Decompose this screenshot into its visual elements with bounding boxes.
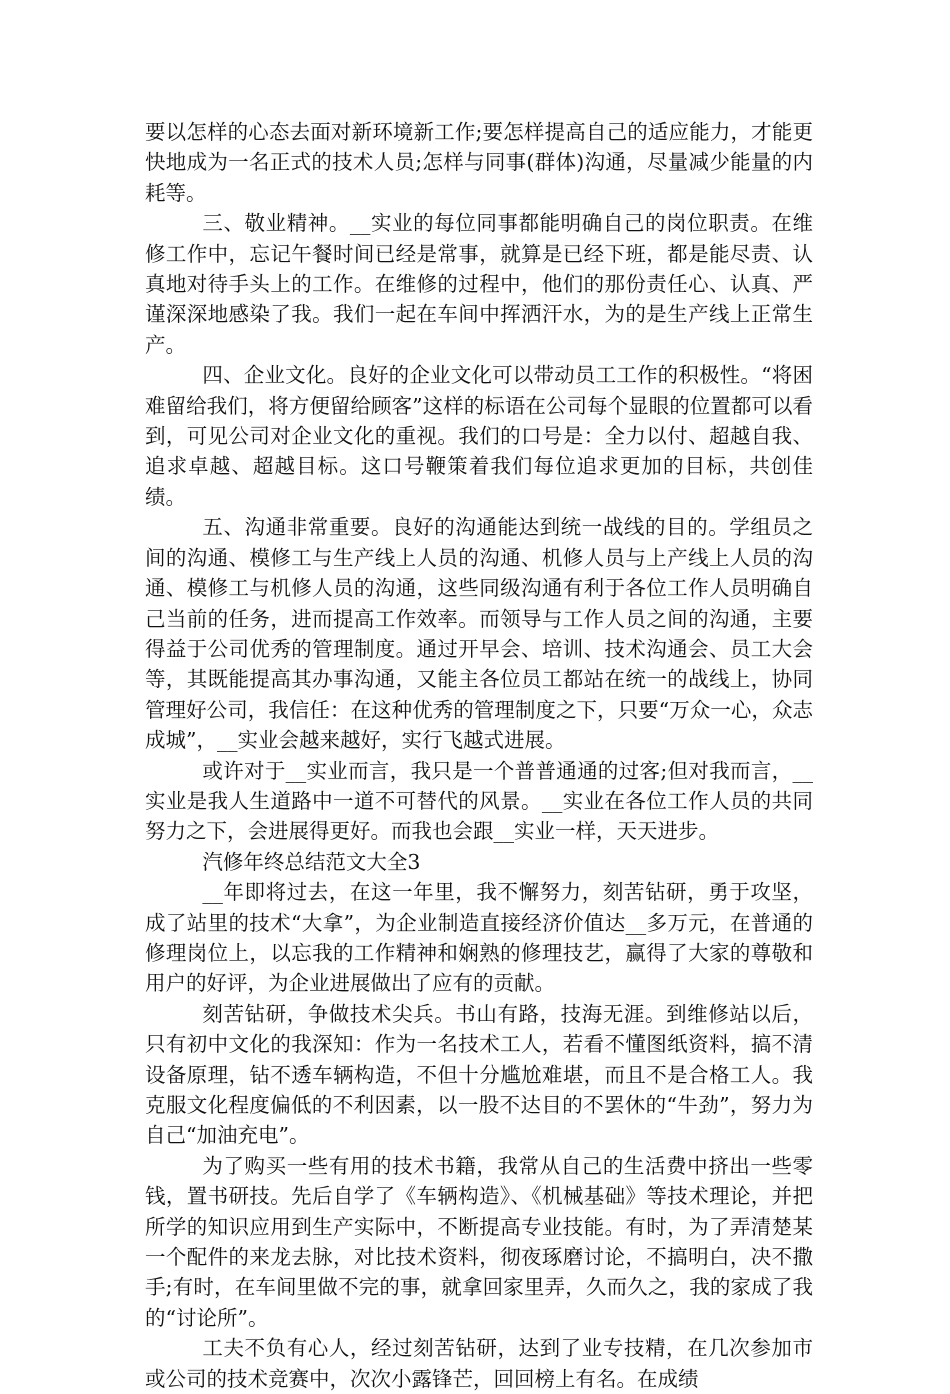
paragraph-achievement: 工夫不负有心人，经过刻苦钻研，达到了业专技精，在几次参加市或公司的技术竞赛中，次次小露锋芒，回回榜上有名。在成绩 [145,1336,813,1391]
paragraph-closing: 或许对于__实业而言，我只是一个普普通通的过客;但对我而言，__实业是我人生道路中一道不可替代的风景。__实业在各位工作人员的共同努力之下，会进展得更好。而我也会跟__实业一样，天天进步。 [145,758,813,844]
section-heading: 汽修年终总结范文大全3 [202,849,421,874]
paragraph-corporate-culture: 四、企业文化。良好的企业文化可以带动员工工作的积极性。“将困难留给我们，将方便留给顾客”这样的标语在公司每个显眼的位置都可以看到，可见公司对企业文化的重视。我们的口号是：全力以付、超越自我、追求卓越、超越目标。这口号鞭策着我们每位追求更加的目标，共创佳绩。 [145,363,813,509]
paragraph-professional-spirit: 三、敬业精神。__实业的每位同事都能明确自己的岗位职责。在维修工作中，忘记午餐时间已经是常事，就算是已经下班，都是能尽责、认真地对待手头上的工作。在维修的过程中，他们的那份责任心、认真、严谨深深地感染了我。我们一起在车间中挥洒汗水，为的是生产线上正常生产。 [145,211,813,357]
paragraph-communication: 五、沟通非常重要。良好的沟通能达到统一战线的目的。学组员之间的沟通、模修工与生产线上人员的沟通、机修人员与上产线上人员的沟通、模修工与机修人员的沟通，这些同级沟通有利于各位工作人员明确自己当前的任务，进而提高工作效率。而领导与工作人员之间的沟通，主要得益于公司优秀的管理制度。通过开早会、培训、技术沟通会、员工大会等，其既能提高其办事沟通，又能主各位员工都站在统一的战线上，协同管理好公司，我信任：在这种优秀的管理制度之下，只要“万众一心，众志成城”，__实业会越来越好，实行飞越式进展。 [145,515,813,753]
paragraph-continuation: 要以怎样的心态去面对新环境新工作;要怎样提高自己的适应能力，才能更快地成为一名正式的技术人员;怎样与同事(群体)沟通，尽量减少能量的内耗等。 [145,120,813,205]
paragraph-year-summary: __年即将过去，在这一年里，我不懈努力，刻苦钻研，勇于攻坚，成了站里的技术“大拿”，为企业制造直接经济价值达__多万元，在普通的修理岗位上，以忘我的工作精神和娴熟的修理技艺，赢得了大家的尊敬和用户的好评，为企业进展做出了应有的贡献。 [145,880,813,996]
document-body [145,117,813,1394]
paragraph-hard-study: 刻苦钻研，争做技术尖兵。书山有路，技海无涯。到维修站以后，只有初中文化的我深知：作为一名技术工人，若看不懂图纸资料，搞不清设备原理，钻不透车辆构造，不但十分尴尬难堪，而且不是合格工人。我克服文化程度偏低的不利因素，以一股不达目的不罢休的“牛劲”，努力为自己“加油充电”。 [145,1001,813,1148]
paragraph-buying-books: 为了购买一些有用的技术书籍，我常从自己的生活费中挤出一些零钱，置书研技。先后自学了《车辆构造》、《机械基础》等技术理论，并把所学的知识应用到生产实际中，不断提高专业技能。有时，为了弄清楚某一个配件的来龙去脉，对比技术资料，彻夜琢磨讨论，不搞明白，决不撒手;有时，在车间里做不完的事，就拿回家里弄，久而久之，我的家成了我的“讨论所”。 [145,1153,813,1330]
